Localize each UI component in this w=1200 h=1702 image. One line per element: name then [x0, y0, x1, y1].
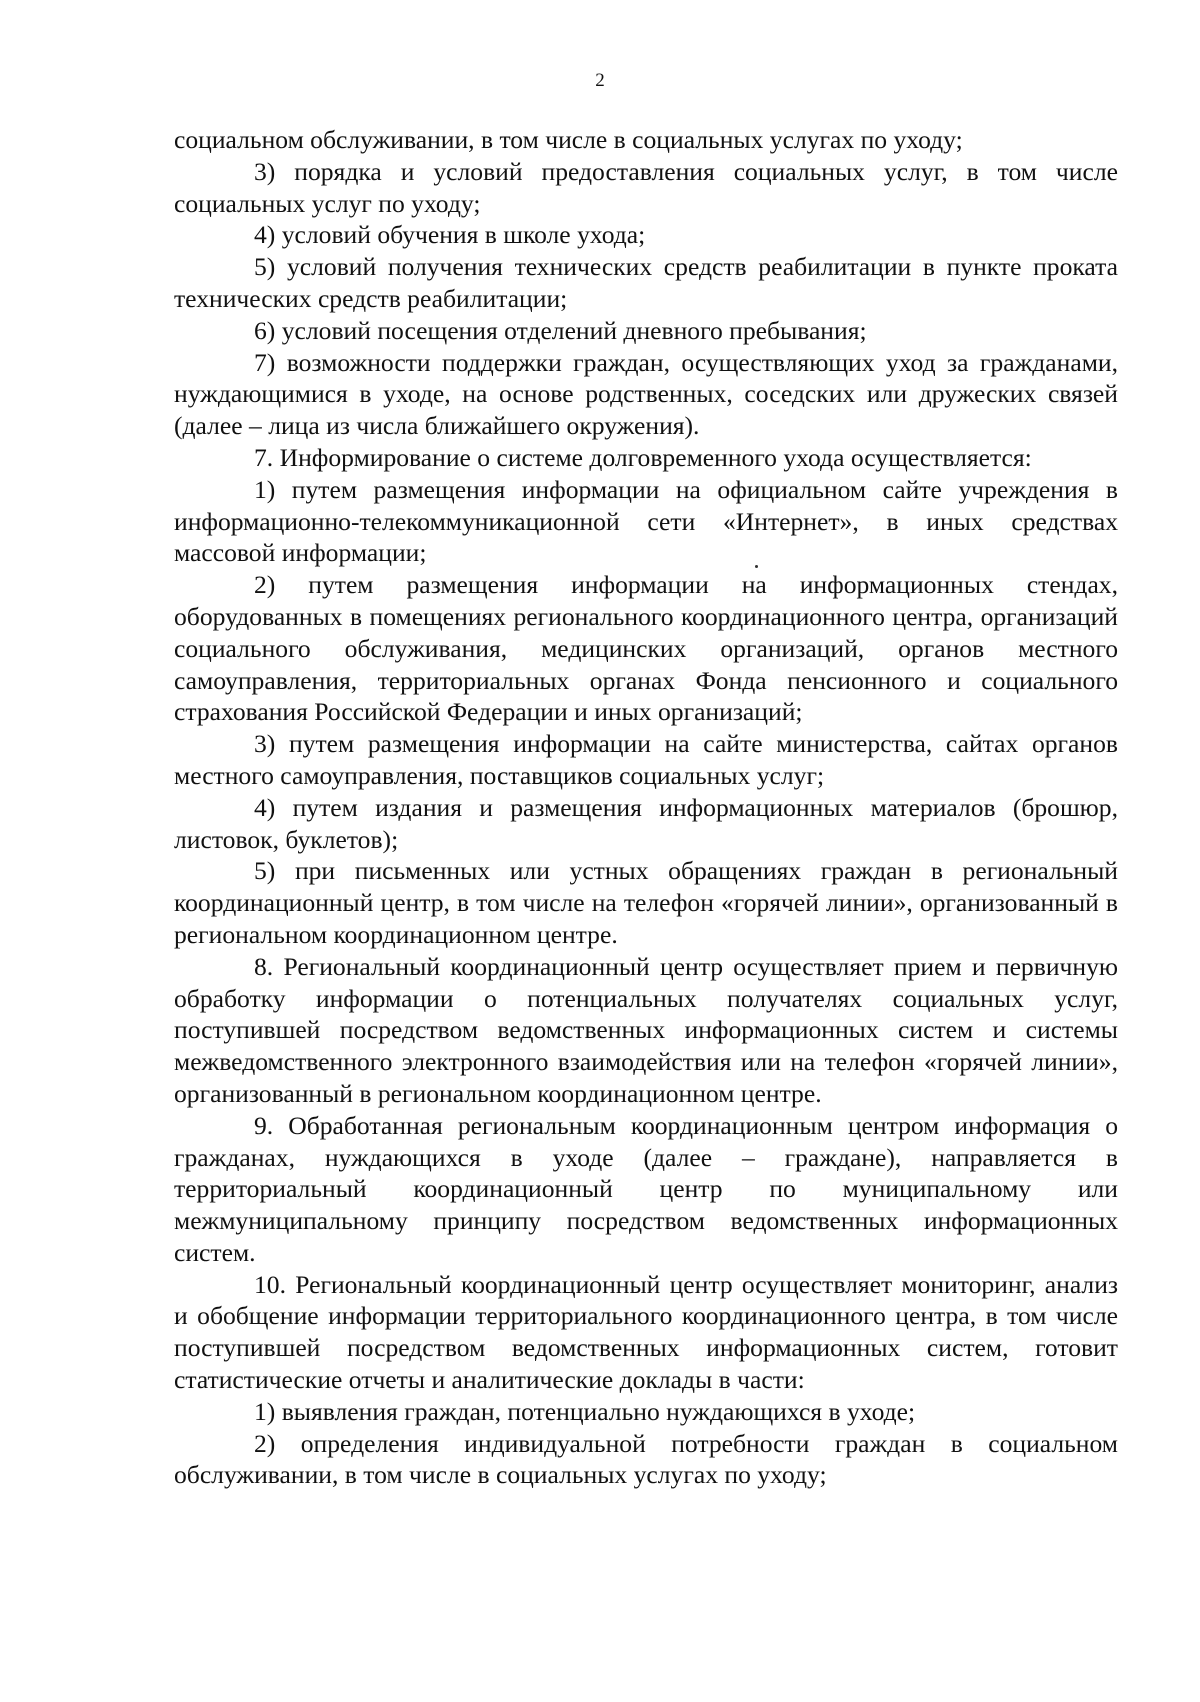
paragraph: социальном обслуживании, в том числе в социальных услугах по уходу;	[174, 125, 963, 154]
list-item: 4) условий обучения в школе ухода;	[254, 220, 646, 250]
list-item: 1) выявления граждан, потенциально нуждающихся в уходе;	[254, 1396, 916, 1426]
list-item: 3) порядка и условий предоставления социальных услуг, в том числе социальных услуг по уходу;	[174, 156, 1118, 218]
scan-speck	[755, 565, 758, 568]
list-item: 4) путем издания и размещения информационных материалов (брошюр, листовок, буклетов);	[174, 792, 1118, 854]
numbered-clause: 7. Информирование о системе долговременного ухода осуществляется:	[254, 442, 1032, 472]
document-body	[174, 124, 1118, 1491]
numbered-clause: 8. Региональный координационный центр осуществляет прием и первичную обработку информации о потенциальных получателях социальных услуг, поступившей посредством ведомственных информационных систем и системы межведомственного электронного взаимодействия или на телефон «горячей линии», организованный в региональном координационном центре.	[174, 951, 1118, 1108]
list-item: 2) путем размещения информации на информационных стендах, оборудованных в помещениях регионального координационного центра, организаций социального обслуживания, медицинских организаций, органов местного самоуправления, территориальных органах Фонда пенсионного и социального страхования Российской Федерации и иных организаций;	[174, 570, 1118, 727]
list-item: 3) путем размещения информации на сайте министерства, сайтах органов местного самоуправления, поставщиков социальных услуг;	[174, 729, 1118, 790]
list-item: 7) возможности поддержки граждан, осуществляющих уход за гражданами, нуждающимися в уходе, на основе родственных, соседских или дружеских связей (далее – лица из числа ближайшего окружения).	[174, 347, 1118, 441]
numbered-clause: 9. Обработанная региональным координационным центром информация о гражданах, нуждающихся в уходе (далее – граждане), направляется в территориальный координационный центр по муниципальному или межмуниципальному принципу посредством ведомственных информационных систем.	[174, 1110, 1118, 1267]
page-number: 2	[595, 70, 605, 91]
list-item: 5) при письменных или устных обращениях граждан в региональный координационный центр, в том числе на телефон «горячей линии», организованный в региональном координационном центре.	[174, 856, 1118, 949]
numbered-clause: 10. Региональный координационный центр осуществляет мониторинг, анализ и обобщение информации территориального координационного центра, в том числе поступившей посредством ведомственных информационных систем, готовит статистические отчеты и аналитические доклады в части:	[174, 1269, 1118, 1395]
list-item: 2) определения индивидуальной потребности граждан в социальном обслуживании, в том числе в социальных услугах по уходу;	[174, 1428, 1118, 1490]
list-item: 6) условий посещения отделений дневного пребывания;	[254, 315, 867, 345]
list-item: 1) путем размещения информации на официальном сайте учреждения в информационно-телекоммуникационной сети «Интернет», в иных средствах массовой информации;	[174, 474, 1118, 568]
list-item: 5) условий получения технических средств реабилитации в пункте проката технических средств реабилитации;	[174, 252, 1118, 313]
